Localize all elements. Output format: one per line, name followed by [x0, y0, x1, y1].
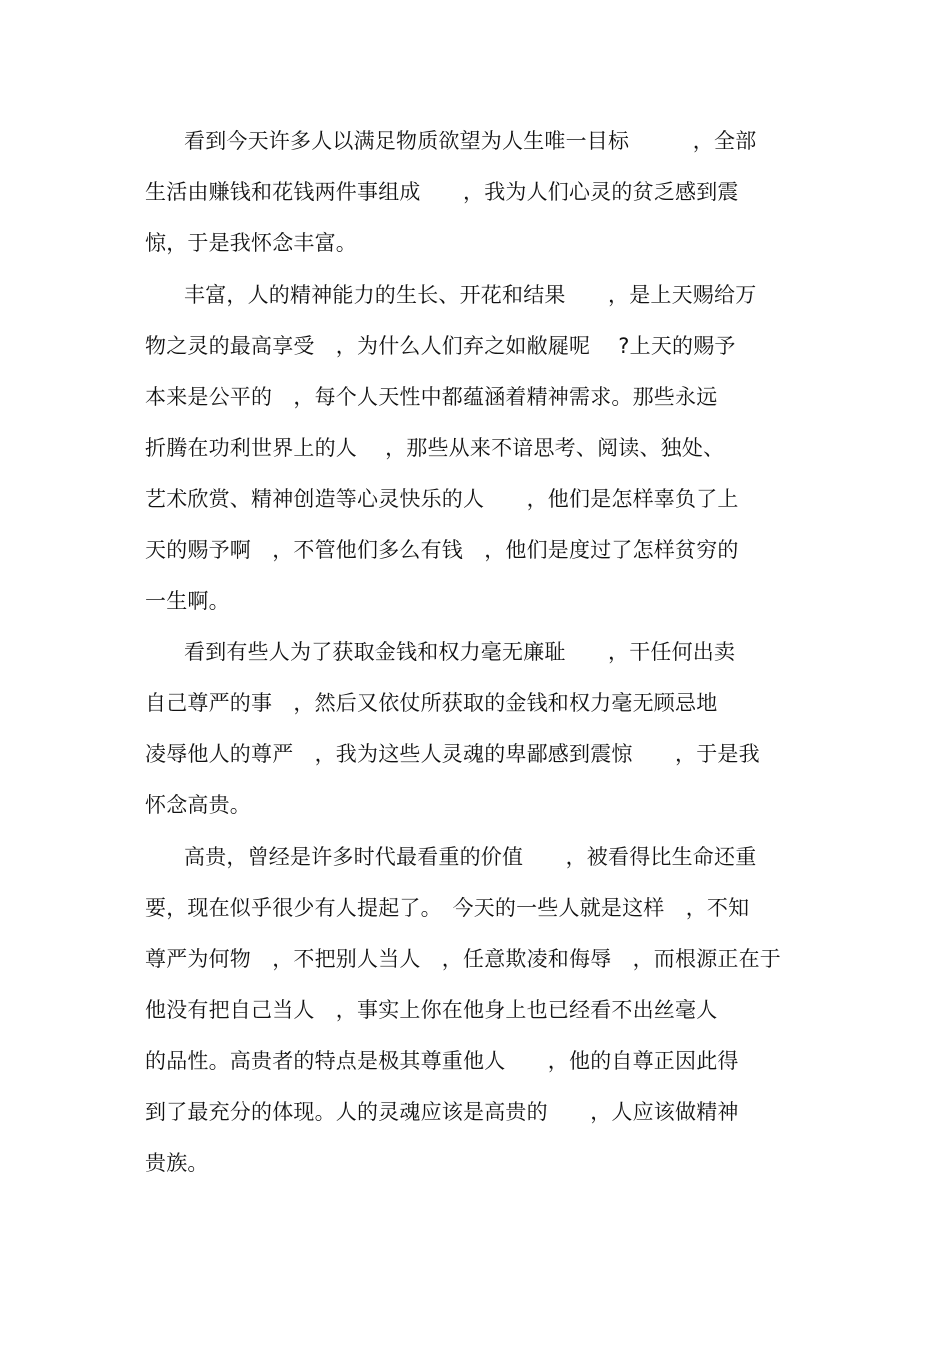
text-line: 尊严为何物 ，不把别人当人 ，任意欺凌和侮辱 ，而根源正在于: [145, 947, 781, 971]
text-line: 的品性。高贵者的特点是极其尊重他人 ，他的自尊正因此得: [145, 1049, 739, 1073]
text-line: 折腾在功利世界上的人 ，那些从来不谙思考、阅读、独处、: [145, 436, 725, 460]
text-line: 本来是公平的 ，每个人天性中都蕴涵着精神需求。那些永远: [145, 385, 718, 409]
text-line: 凌辱他人的尊严 ，我为这些人灵魂的卑鄙感到震惊 ，于是我: [145, 742, 760, 766]
text-line: 看到今天许多人以满足物质欲望为人生唯一目标 ，全部: [184, 129, 757, 153]
paragraph-1: [145, 116, 825, 269]
text-line: 物之灵的最高享受 ，为什么人们弃之如敝屣呢 ?上天的赐予: [145, 334, 736, 358]
text-line: 艺术欣赏、精神创造等心灵快乐的人 ，他们是怎样辜负了上: [145, 487, 739, 511]
paragraph-4: [145, 832, 825, 1189]
text-line: 惊，于是我怀念丰富。: [145, 231, 357, 255]
text-line: 到了最充分的体现。人的灵魂应该是高贵的 ，人应该做精神: [145, 1100, 739, 1124]
text-line: 怀念高贵。: [145, 793, 251, 817]
text-line: 天的赐予啊 ，不管他们多么有钱 ，他们是度过了怎样贫穷的: [145, 538, 739, 562]
paragraph-3: [145, 627, 825, 831]
text-line: 看到有些人为了获取金钱和权力毫无廉耻 ，干任何出卖: [184, 640, 736, 664]
text-line: 丰富，人的精神能力的生长、开花和结果 ，是上天赐给万: [184, 283, 757, 307]
text-line: 自己尊严的事 ，然后又依仗所获取的金钱和权力毫无顾忌地: [145, 691, 718, 715]
text-line: 要，现在似乎很少有人提起了。 今天的一些人就是这样 ，不知: [145, 896, 750, 920]
text-line: 生活由赚钱和花钱两件事组成 ，我为人们心灵的贫乏感到震: [145, 180, 739, 204]
paragraph-2: [145, 270, 825, 627]
text-line: 一生啊。: [145, 589, 230, 613]
text-line: 贵族。: [145, 1151, 209, 1175]
text-line: 高贵，曾经是许多时代最看重的价值 ，被看得比生命还重: [184, 845, 757, 869]
text-line: 他没有把自己当人 ，事实上你在他身上也已经看不出丝毫人: [145, 998, 718, 1022]
